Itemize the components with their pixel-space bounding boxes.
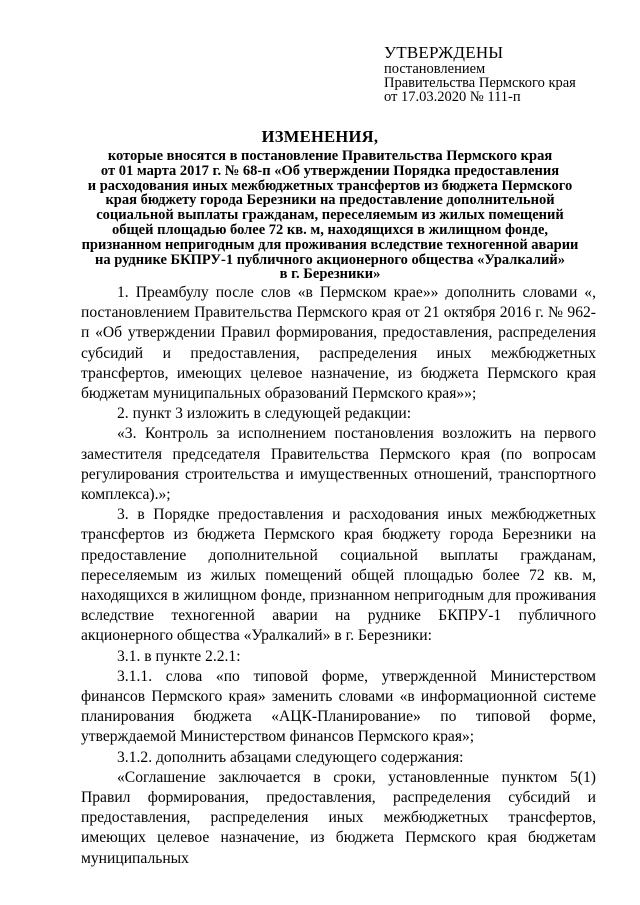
paragraph: 3.1.1. слова «по типовой форме, утвержденной Министерством финансов Пермского края» заменить словами «в информационной системе планирования бюджета «АЦК-Планирование» по типовой форме, утверждаемой Министерством финансов Пермского края»; xyxy=(81,667,596,746)
approval-heading: УТВЕРЖДЕНЫ xyxy=(384,43,504,62)
document-title: ИЗМЕНЕНИЯ, xyxy=(261,127,379,146)
paragraph: «Соглашение заключается в сроки, установленные пунктом 5(1) Правил формирования, предоставления, распределения субсидий и предоставления, распределения иных межбюджетных трансфертов, имеющих целевое назначение, из бюджета Пермского края бюджетам муниципальных xyxy=(81,768,596,867)
paragraph: 3. в Порядке предоставления и расходования иных межбюджетных трансфертов из бюджета Пермского края бюджету города Березники на предоставление дополнительной социальной выплаты гражданам, переселяемым из жилых помещений общей площадью более 72 кв. м, находящихся в жилищном фонде, признанном непригодным для проживания вследствие техногенной аварии на руднике БКПРУ-1 публичного акционерного общества «Уралкалий» в г. Березники: xyxy=(81,506,596,645)
approval-line: от 17.03.2020 № 111-п xyxy=(384,89,521,105)
subtitle-line: которые вносятся в постановление Правительства Пермского края xyxy=(107,148,553,164)
paragraph: «3. Контроль за исполнением постановления возложить на первого заместителя председателя Правительства Пермского края (по вопросам регулирования строительства и имущественных отношений, транспортного комплекса).»; xyxy=(81,425,596,504)
subtitle-line: и расходования иных межбюджетных трансфертов из бюджета Пермского xyxy=(87,177,573,194)
paragraph: 3.1.2. дополнить абзацами следующего содержания: xyxy=(117,748,464,766)
paragraph: 1. Преамбулу после слов «в Пермском крае»» дополнить словами «, постановлением Правительства Пермского края от 21 октября 2016 г. № 962-п «Об утверждении Правил формирования, предоставления, распределения субсидий и предоставления, распределения иных межбюджетных трансфертов, имеющих целевое назначение, из бюджета Пермского края бюджетам муниципальных образований Пермского края»»; xyxy=(81,284,596,403)
paragraph: 3.1. в пункте 2.2.1: xyxy=(117,647,241,665)
approval-line: Правительства Пермского края xyxy=(384,75,576,91)
document-body xyxy=(81,283,596,869)
subtitle-line: признанном непригодным для проживания вследствие техногенной аварии xyxy=(81,236,579,253)
subtitle-line: края бюджету города Березники на предоставление дополнительной xyxy=(105,192,555,209)
subtitle-line: социальной выплаты гражданам, переселяемым из жилых помещений xyxy=(96,207,564,224)
approval-line: постановлением xyxy=(384,61,486,77)
paragraph: 2. пункт 3 изложить в следующей редакции: xyxy=(117,405,412,423)
subtitle-line: от 01 марта 2017 г. № 68-п «Об утверждении Порядка предоставления xyxy=(100,162,560,179)
subtitle-line: на руднике БКПРУ-1 публичного акционерного общества «Уралкалий» xyxy=(94,251,566,268)
document-subtitle xyxy=(70,149,590,282)
approval-stamp xyxy=(384,44,624,104)
subtitle-line: в г. Березники» xyxy=(279,266,381,283)
subtitle-line: общей площадью более 72 кв. м, находящихся в жилищном фонде, xyxy=(111,221,549,238)
